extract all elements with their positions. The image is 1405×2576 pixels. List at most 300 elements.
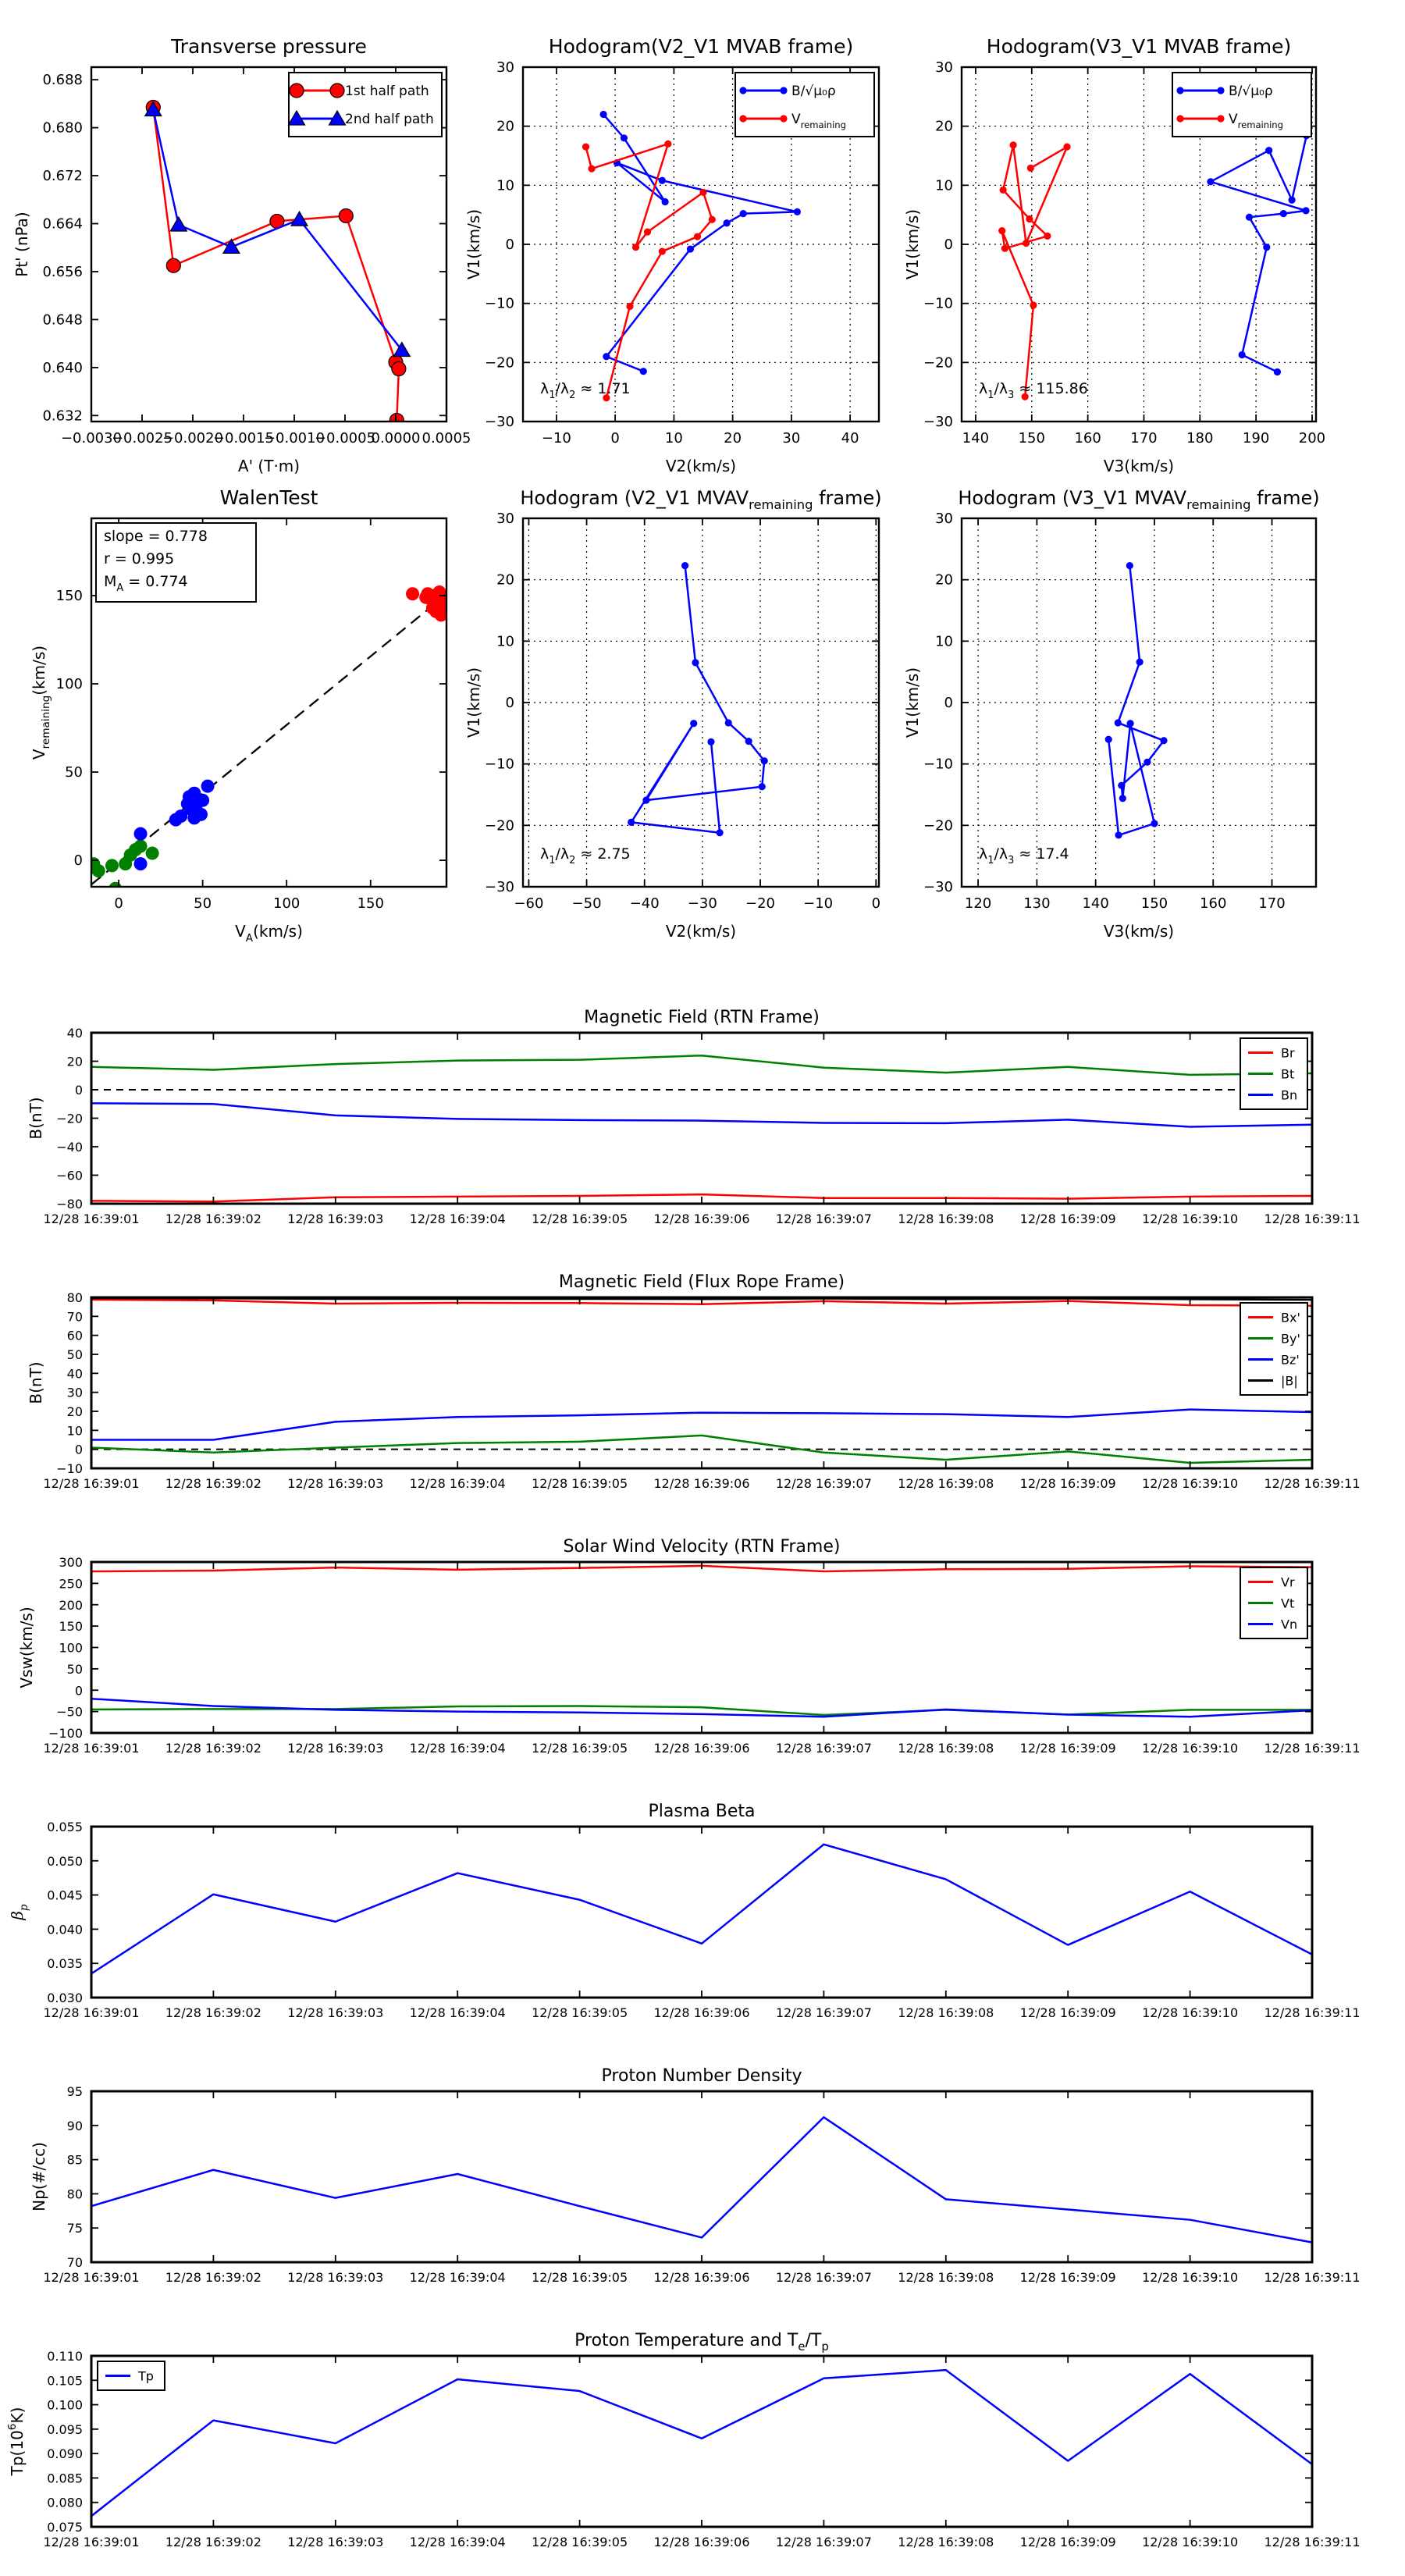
x-tick-label: 12/28 16:39:11 [1264, 2005, 1361, 2020]
series-group [998, 111, 1310, 400]
x-tick-label: −20 [745, 895, 775, 912]
proton-density-ylabel: Np(#/cc) [30, 2142, 48, 2211]
x-tick-label: −10 [803, 895, 834, 912]
x-tick-label: 150 [357, 895, 384, 912]
y-tick-label: 80 [66, 1290, 83, 1305]
x-tick-label: 150 [1018, 430, 1045, 447]
x-tick-label: −0.0015 [212, 430, 275, 447]
mag-rtn-ylabel: B(nT) [27, 1097, 45, 1140]
panel-walen-test [30, 486, 450, 945]
hodogram-v2v1-mvav-xlabel: V2(km/s) [665, 922, 737, 941]
y-tick-label: 0.045 [47, 1888, 83, 1903]
panel-proton-temp [6, 2331, 1361, 2549]
y-tick-label: 30 [935, 511, 953, 527]
x-tick-label: 12/28 16:39:07 [775, 2005, 872, 2020]
panel-hodogram-v2v1-mvav [464, 487, 882, 941]
y-tick-label: 0.040 [47, 1922, 83, 1937]
y-tick-label: 0.656 [42, 263, 83, 280]
ticks [91, 2356, 1312, 2527]
series-group [91, 1845, 1312, 1974]
x-tick-label: 0.0000 [371, 430, 421, 447]
series-group [84, 585, 450, 901]
hodogram-v2v1-mvab-xlabel: V2(km/s) [665, 457, 737, 475]
y-tick-label: 0.680 [42, 119, 83, 137]
mag-fluxrope-title: Magnetic Field (Flux Rope Frame) [558, 1272, 845, 1292]
x-tick-label: 12/28 16:39:04 [409, 1212, 506, 1226]
y-tick-label: 0 [944, 695, 953, 711]
legend-label: |B| [1281, 1373, 1298, 1389]
y-tick-label: 0 [74, 1083, 83, 1098]
x-tick-label: −0.0025 [111, 430, 173, 447]
x-tick-label: 170 [1130, 430, 1158, 447]
panel-hodogram-v2v1-mvab [464, 35, 879, 475]
x-tick-label: 12/28 16:39:05 [532, 1212, 628, 1226]
x-tick-label: 0 [114, 895, 123, 912]
y-tick-label: 0.632 [42, 407, 83, 425]
legend-label: Vt [1281, 1596, 1295, 1611]
x-tick-label: 12/28 16:39:02 [165, 1476, 261, 1491]
y-tick-label: 0.100 [47, 2397, 83, 2413]
y-tick-label: 0.105 [47, 2373, 83, 2389]
x-tick-label: 12/28 16:39:04 [409, 1741, 506, 1756]
x-tick-label: 12/28 16:39:03 [287, 2005, 384, 2020]
x-tick-label: −0.0030 [60, 430, 123, 447]
y-tick-label: −30 [923, 414, 953, 430]
y-tick-label: 75 [66, 2221, 83, 2236]
legend-label: Vn [1281, 1617, 1298, 1632]
y-tick-label: 70 [66, 1309, 83, 1325]
x-tick-label: 12/28 16:39:01 [43, 2005, 140, 2020]
x-tick-label: 40 [841, 430, 859, 447]
y-tick-label: 50 [66, 1347, 83, 1362]
x-tick-label: 12/28 16:39:02 [165, 1741, 261, 1756]
x-tick-label: −30 [687, 895, 717, 912]
x-tick-label: 12/28 16:39:06 [653, 2005, 750, 2020]
legend-label: Bt [1281, 1066, 1295, 1082]
y-tick-label: 0.688 [42, 72, 83, 89]
y-tick-label: 40 [66, 1026, 83, 1041]
y-tick-label: 10 [66, 1423, 83, 1439]
x-tick-label: 12/28 16:39:09 [1019, 2535, 1116, 2549]
y-tick-label: 30 [496, 59, 514, 76]
y-tick-label: 0 [944, 237, 953, 253]
x-tick-label: 12/28 16:39:09 [1019, 1741, 1116, 1756]
hodogram-v2v1-mvab-legend [735, 73, 874, 137]
y-tick-label: 0.648 [42, 311, 83, 329]
x-tick-label: 12/28 16:39:01 [43, 1741, 140, 1756]
legend-label: B/√μ₀ρ [791, 84, 836, 99]
y-tick-label: 50 [65, 764, 83, 781]
ticks [91, 1033, 1312, 1204]
y-tick-label: 200 [59, 1597, 83, 1613]
transverse-pressure-legend [289, 73, 443, 137]
legend-label: 2nd half path [345, 112, 434, 127]
y-tick-label: −10 [923, 756, 953, 773]
y-tick-label: 30 [496, 511, 514, 527]
y-tick-label: 20 [935, 571, 953, 589]
x-tick-label: 12/28 16:39:04 [409, 2270, 506, 2285]
x-tick-label: 12/28 16:39:08 [898, 2535, 994, 2549]
scatter-mid-segment [134, 780, 215, 870]
y-tick-label: 80 [66, 2186, 83, 2202]
y-tick-label: 0 [73, 852, 83, 870]
series-b- [603, 115, 797, 372]
x-tick-label: 12/28 16:39:11 [1264, 2270, 1361, 2285]
y-tick-label: 0 [74, 1683, 83, 1699]
x-tick-label: 12/28 16:39:05 [532, 2535, 628, 2549]
ticks [523, 518, 879, 887]
y-tick-label: 10 [496, 633, 514, 650]
stats-line: r = 0.995 [104, 550, 175, 568]
transverse-pressure-ylabel: Pt' (nPa) [12, 212, 31, 277]
x-tick-label: 12/28 16:39:02 [165, 2535, 261, 2549]
hodogram-v2v1-mvav-title: Hodogram (V2_V1 $MVAV_{remaining}$ frame) [520, 487, 882, 512]
y-tick-label: 10 [935, 177, 953, 194]
series-group [91, 1055, 1312, 1201]
panel-hodogram-v3v1-mvab [903, 35, 1325, 475]
y-tick-label: 95 [66, 2084, 83, 2099]
y-tick-label: 60 [66, 1328, 83, 1343]
y-tick-label: 100 [55, 676, 83, 693]
series-group [145, 100, 411, 427]
x-tick-label: 12/28 16:39:08 [898, 1476, 994, 1491]
x-tick-label: 12/28 16:39:06 [653, 2270, 750, 2285]
vsw-rtn-title: Solar Wind Velocity (RTN Frame) [563, 1537, 841, 1557]
y-tick-label: 100 [59, 1640, 83, 1656]
hodogram-v3v1-mvab-xlabel: V3(km/s) [1103, 457, 1175, 475]
y-tick-label: −20 [485, 354, 514, 372]
y-tick-label: −10 [485, 756, 514, 773]
hodogram-v3v1-mvab-annotation: $\lambda_1/\lambda_3 \approx 115.86$ [979, 380, 1088, 401]
hodogram-v3v1-mvab-legend [1172, 73, 1311, 137]
proton-density-title: Proton Number Density [601, 2066, 802, 2086]
y-tick-label: −20 [56, 1111, 83, 1126]
x-tick-label: 12/28 16:39:05 [532, 2005, 628, 2020]
x-tick-label: 12/28 16:39:09 [1019, 1212, 1116, 1226]
legend-label: Tp [138, 2368, 154, 2384]
y-tick-label: 0.030 [47, 1991, 83, 2005]
x-tick-label: 160 [1074, 430, 1101, 447]
y-tick-label: 0 [505, 237, 514, 253]
y-tick-label: −20 [923, 354, 953, 372]
y-tick-label: 0.090 [47, 2446, 83, 2462]
mag-fluxrope-ylabel: B(nT) [27, 1361, 45, 1404]
legend-label: Vr [1281, 1574, 1295, 1590]
x-tick-label: 12/28 16:39:04 [409, 2005, 506, 2020]
x-tick-label: 12/28 16:39:06 [653, 2535, 750, 2549]
x-tick-label: 12/28 16:39:03 [287, 1212, 384, 1226]
fit-line [92, 596, 445, 884]
legend-label: 1st half path [345, 84, 429, 99]
x-tick-label: 12/28 16:39:03 [287, 1741, 384, 1756]
y-tick-label: 30 [935, 59, 953, 76]
y-tick-label: 0.664 [42, 215, 83, 233]
x-tick-label: 12/28 16:39:11 [1264, 1476, 1361, 1491]
panel-plasma-beta [8, 1802, 1361, 2020]
x-tick-label: 130 [1023, 895, 1051, 912]
y-tick-label: 20 [935, 118, 953, 135]
x-tick-label: 12/28 16:39:11 [1264, 1741, 1361, 1756]
y-tick-label: −30 [485, 879, 514, 895]
x-tick-label: 12/28 16:39:10 [1142, 1476, 1239, 1491]
series-group [1105, 562, 1168, 839]
x-tick-label: −50 [571, 895, 602, 912]
series-v-remaining-mvav [631, 566, 765, 833]
grid [962, 518, 1316, 887]
y-tick-label: 250 [59, 1576, 83, 1592]
x-tick-label: 12/28 16:39:05 [532, 2270, 628, 2285]
series-group [628, 562, 768, 836]
x-tick-label: −40 [629, 895, 660, 912]
y-tick-label: 0.110 [47, 2349, 83, 2364]
hodogram-v2v1-mvab-annotation: $\lambda_1/\lambda_2 \approx 1.71$ [540, 380, 631, 401]
y-tick-label: 0.640 [42, 359, 83, 376]
y-tick-label: 150 [55, 588, 83, 605]
y-tick-label: 0.095 [47, 2421, 83, 2437]
y-tick-label: 90 [66, 2118, 83, 2133]
y-tick-label: 0.672 [42, 168, 83, 185]
hodogram-v3v1-mvav-annotation: $\lambda_1/\lambda_3 \approx 17.4$ [979, 845, 1069, 866]
y-tick-label: 70 [66, 2255, 83, 2270]
y-tick-label: 300 [59, 1555, 83, 1570]
grid [523, 518, 879, 887]
x-tick-label: 12/28 16:39:07 [775, 1476, 872, 1491]
hodogram-v2v1-mvab-title: Hodogram(V2_V1 MVAB frame) [548, 35, 854, 58]
y-tick-label: 40 [66, 1366, 83, 1382]
walen-test-title: WalenTest [219, 486, 318, 509]
x-tick-label: 12/28 16:39:08 [898, 2005, 994, 2020]
axes-frame [91, 2356, 1312, 2527]
series-v-remaining-mvav [1108, 566, 1164, 835]
proton-temp-ylabel: $Tp(10^6K)$ [6, 2407, 27, 2476]
y-tick-label: 0 [505, 695, 514, 711]
y-tick-label: −60 [56, 1168, 83, 1183]
x-tick-label: 12/28 16:39:03 [287, 1476, 384, 1491]
x-tick-label: 140 [1082, 895, 1109, 912]
transverse-pressure-title: Transverse pressure [171, 35, 367, 58]
hodogram-v2v1-mvav-annotation: $\lambda_1/\lambda_2 \approx 2.75$ [540, 845, 631, 866]
hodogram-v2v1-mvav-ylabel: V1(km/s) [464, 667, 483, 738]
panel-vsw-rtn [17, 1537, 1361, 1756]
y-tick-label: 10 [935, 633, 953, 650]
x-tick-label: 12/28 16:39:01 [43, 2535, 140, 2549]
walen-test-ylabel: $V_{remaining}(km/s)$ [30, 645, 52, 760]
x-tick-label: 12/28 16:39:11 [1264, 1212, 1361, 1226]
y-tick-label: 0.080 [47, 2495, 83, 2510]
axes-frame [91, 1827, 1312, 1998]
axes-frame [91, 1297, 1312, 1468]
y-tick-label: −80 [56, 1197, 83, 1212]
x-tick-label: 12/28 16:39:02 [165, 2270, 261, 2285]
axes-frame [91, 1033, 1312, 1204]
legend-label: $V_{remaining}$ [1229, 112, 1283, 130]
y-tick-label: −40 [56, 1140, 83, 1155]
legend-label: $V_{remaining}$ [791, 112, 846, 130]
panel-mag-fluxrope [27, 1272, 1361, 1491]
ticks [91, 1297, 1312, 1468]
x-tick-label: 150 [1140, 895, 1168, 912]
x-tick-label: 100 [273, 895, 301, 912]
x-tick-label: 12/28 16:39:07 [775, 2270, 872, 2285]
y-tick-label: 20 [66, 1404, 83, 1419]
x-tick-label: 190 [1242, 430, 1270, 447]
legend-label: Br [1281, 1045, 1295, 1061]
x-tick-label: 12/28 16:39:09 [1019, 2270, 1116, 2285]
x-tick-label: −0.0005 [314, 430, 376, 447]
x-tick-label: 12/28 16:39:08 [898, 2270, 994, 2285]
y-tick-label: 20 [496, 118, 514, 135]
transverse-pressure-xlabel: A' (T·m) [237, 457, 301, 475]
x-tick-label: 12/28 16:39:10 [1142, 2535, 1239, 2549]
x-tick-label: 12/28 16:39:04 [409, 1476, 506, 1491]
stats-line: slope = 0.778 [104, 528, 208, 545]
y-tick-label: 30 [66, 1385, 83, 1400]
x-tick-label: 12/28 16:39:01 [43, 2270, 140, 2285]
series-group [91, 1566, 1312, 1717]
series-np [91, 2117, 1312, 2242]
ticks [91, 1827, 1312, 1998]
x-tick-label: 12/28 16:39:10 [1142, 1212, 1239, 1226]
y-tick-label: −10 [923, 295, 953, 312]
x-tick-label: 50 [194, 895, 212, 912]
x-tick-label: 12/28 16:39:06 [653, 1741, 750, 1756]
legend-label: Bz' [1281, 1352, 1300, 1368]
x-tick-label: 12/28 16:39:06 [653, 1212, 750, 1226]
y-tick-label: −20 [485, 817, 514, 834]
x-tick-label: 12/28 16:39:09 [1019, 1476, 1116, 1491]
plasma-beta-ylabel: $\beta_p$ [8, 1904, 30, 1920]
legend-label: By' [1281, 1331, 1300, 1347]
x-tick-label: 20 [724, 430, 742, 447]
legend-label: Bx' [1281, 1310, 1300, 1325]
plasma-beta-title: Plasma Beta [648, 1802, 756, 1821]
y-tick-label: 85 [66, 2152, 83, 2168]
x-tick-label: −0.0020 [162, 430, 224, 447]
x-tick-label: 12/28 16:39:08 [898, 1212, 994, 1226]
y-tick-label: 0.035 [47, 1956, 83, 1972]
y-tick-label: 20 [496, 571, 514, 589]
x-tick-label: 12/28 16:39:11 [1264, 2535, 1361, 2549]
series-group [91, 2370, 1312, 2516]
hodogram-v3v1-mvav-xlabel: V3(km/s) [1103, 922, 1175, 941]
x-tick-label: 0.0005 [422, 430, 471, 447]
x-tick-label: 12/28 16:39:01 [43, 1476, 140, 1491]
mag-rtn-legend [1240, 1038, 1307, 1109]
x-tick-label: 0 [871, 895, 881, 912]
x-tick-label: −10 [541, 430, 571, 447]
y-tick-label: 0 [74, 1442, 83, 1457]
series-bt [91, 1055, 1312, 1075]
axes-frame [523, 518, 879, 887]
x-tick-label: −0.0010 [263, 430, 325, 447]
series-beta-p [91, 1845, 1312, 1974]
x-tick-label: 12/28 16:39:05 [532, 1476, 628, 1491]
x-tick-label: 12/28 16:39:04 [409, 2535, 506, 2549]
panel-proton-density [30, 2066, 1361, 2285]
scatter-first-segment [84, 840, 159, 901]
x-tick-label: 180 [1186, 430, 1214, 447]
hodogram-v3v1-mvav-title: Hodogram (V3_V1 $MVAV_{remaining}$ frame) [958, 487, 1320, 512]
x-tick-label: 160 [1200, 895, 1227, 912]
x-tick-label: 12/28 16:39:10 [1142, 2270, 1239, 2285]
series-b- [1211, 115, 1307, 372]
series-2nd-half-path [153, 110, 402, 350]
x-tick-label: 12/28 16:39:09 [1019, 2005, 1116, 2020]
x-tick-label: 12/28 16:39:10 [1142, 2005, 1239, 2020]
y-tick-label: −50 [56, 1704, 83, 1720]
x-tick-label: 12/28 16:39:03 [287, 2535, 384, 2549]
y-tick-label: 10 [496, 177, 514, 194]
hodogram-v3v1-mvav-ylabel: V1(km/s) [903, 667, 922, 738]
x-tick-label: 12/28 16:39:07 [775, 2535, 872, 2549]
x-tick-label: 10 [664, 430, 683, 447]
x-tick-label: 120 [964, 895, 992, 912]
x-tick-label: 170 [1258, 895, 1286, 912]
legend-label: Bn [1281, 1087, 1298, 1103]
x-tick-label: 12/28 16:39:02 [165, 2005, 261, 2020]
series-v-remaining- [1002, 145, 1067, 397]
x-tick-label: 200 [1298, 430, 1326, 447]
series-bn [91, 1103, 1312, 1126]
walen-test-xlabel: $V_A(km/s)$ [235, 922, 303, 945]
y-tick-label: −10 [485, 295, 514, 312]
y-tick-label: −30 [485, 414, 514, 430]
x-tick-label: 12/28 16:39:02 [165, 1212, 261, 1226]
legend-label: B/√μ₀ρ [1229, 84, 1273, 99]
y-tick-label: −100 [48, 1726, 83, 1741]
stats-line: $M_A = 0.774$ [104, 573, 188, 594]
y-tick-label: 0.085 [47, 2471, 83, 2486]
proton-temp-title: Proton Temperature and $T_e/T_p$ [574, 2331, 829, 2354]
panel-transverse-pressure [12, 35, 471, 475]
y-tick-label: 50 [66, 1661, 83, 1677]
y-tick-label: 0.055 [47, 1820, 83, 1834]
series-group [91, 1298, 1312, 1463]
y-tick-label: 20 [66, 1054, 83, 1069]
series-tp [91, 2370, 1312, 2516]
y-tick-label: 0.075 [47, 2520, 83, 2535]
vsw-rtn-legend [1240, 1567, 1307, 1638]
vsw-rtn-ylabel: Vsw(km/s) [17, 1606, 36, 1688]
mag-fluxrope-legend [1240, 1303, 1307, 1395]
y-tick-label: −30 [923, 879, 953, 895]
hodogram-v2v1-mvab-ylabel: V1(km/s) [464, 208, 483, 280]
panel-mag-rtn [27, 1008, 1361, 1226]
x-tick-label: 0 [610, 430, 620, 447]
x-tick-label: 12/28 16:39:08 [898, 1741, 994, 1756]
x-tick-label: −60 [514, 895, 544, 912]
series-1st-half-path [153, 107, 399, 420]
x-tick-label: 12/28 16:39:07 [775, 1741, 872, 1756]
scatter-end-segment [406, 585, 450, 621]
y-tick-label: 150 [59, 1619, 83, 1635]
y-tick-label: 0.050 [47, 1853, 83, 1869]
mag-rtn-title: Magnetic Field (RTN Frame) [584, 1008, 820, 1027]
series-v-remaining- [586, 144, 713, 397]
hodogram-v3v1-mvab-title: Hodogram(V3_V1 MVAB frame) [986, 35, 1292, 58]
x-tick-label: 12/28 16:39:01 [43, 1212, 140, 1226]
panel-hodogram-v3v1-mvav [903, 487, 1320, 941]
x-tick-label: 12/28 16:39:05 [532, 1741, 628, 1756]
x-tick-label: 30 [782, 430, 801, 447]
hodogram-v3v1-mvab-ylabel: V1(km/s) [903, 208, 922, 280]
proton-temp-legend [98, 2361, 165, 2390]
x-tick-label: 12/28 16:39:06 [653, 1476, 750, 1491]
y-tick-label: −10 [56, 1461, 83, 1476]
x-tick-label: 12/28 16:39:07 [775, 1212, 872, 1226]
x-tick-label: 140 [962, 430, 990, 447]
series-group [91, 2117, 1312, 2242]
